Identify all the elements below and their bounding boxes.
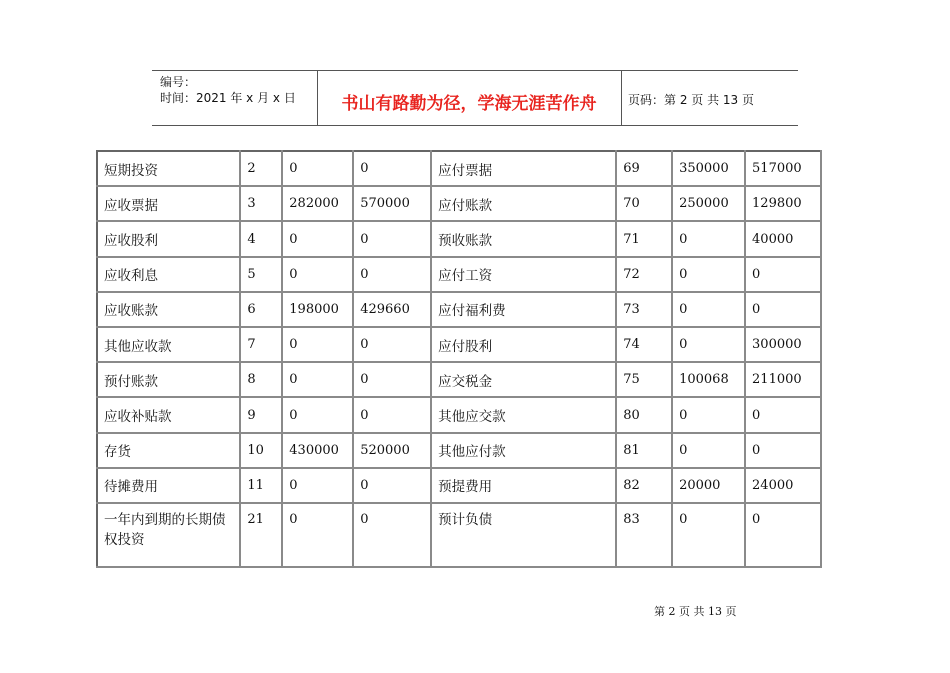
cell-asset-line-no: 6: [240, 292, 282, 327]
cell-liability-line-no: 72: [616, 257, 672, 292]
cell-liability-name: 应付账款: [431, 186, 616, 221]
table-row: [97, 362, 821, 397]
cell-asset-line-no: 3: [240, 186, 282, 221]
cell-liability-name: 其他应付款: [431, 433, 616, 468]
cell-asset-end: 0: [353, 257, 431, 292]
table-body: [97, 151, 821, 567]
cell-liability-end: 129800: [745, 186, 821, 221]
cell-asset-line-no: 2: [240, 151, 282, 186]
cell-asset-begin: 0: [282, 221, 353, 256]
header-bottom-rule: [152, 125, 798, 126]
cell-asset-line-no: 4: [240, 221, 282, 256]
cell-liability-end: 0: [745, 433, 821, 468]
table-row: [97, 327, 821, 362]
cell-liability-line-no: 74: [616, 327, 672, 362]
cell-asset-begin: 0: [282, 397, 353, 432]
cell-liability-begin: 250000: [672, 186, 745, 221]
cell-asset-name: 短期投资: [97, 151, 240, 186]
cell-asset-name: 预付账款: [97, 362, 240, 397]
header-motto: 书山有路勤为径，学海无涯苦作舟: [341, 94, 597, 114]
document-time: 时间：2021 年 x 月 x 日: [160, 91, 296, 105]
cell-liability-end: 0: [745, 257, 821, 292]
cell-asset-begin: 0: [282, 257, 353, 292]
cell-asset-name: 应收补贴款: [97, 397, 240, 432]
cell-asset-end: 0: [353, 397, 431, 432]
cell-liability-begin: 0: [672, 433, 745, 468]
cell-liability-line-no: 73: [616, 292, 672, 327]
cell-liability-name: 预提费用: [431, 468, 616, 503]
cell-liability-end: 0: [745, 503, 821, 567]
cell-liability-line-no: 83: [616, 503, 672, 567]
cell-asset-name: 应收利息: [97, 257, 240, 292]
cell-asset-line-no: 10: [240, 433, 282, 468]
cell-liability-line-no: 71: [616, 221, 672, 256]
cell-asset-line-no: 9: [240, 397, 282, 432]
cell-liability-name: 其他应交款: [431, 397, 616, 432]
cell-liability-name: 应付工资: [431, 257, 616, 292]
cell-asset-end: 0: [353, 151, 431, 186]
cell-liability-end: 300000: [745, 327, 821, 362]
cell-asset-begin: 0: [282, 503, 353, 567]
cell-liability-begin: 0: [672, 397, 745, 432]
cell-asset-line-no: 5: [240, 257, 282, 292]
table-row: [97, 503, 821, 567]
cell-asset-begin: 282000: [282, 186, 353, 221]
page-footer: 第 2 页 共 13 页: [654, 605, 737, 618]
cell-liability-begin: 0: [672, 327, 745, 362]
table-row: [97, 292, 821, 327]
cell-asset-line-no: 8: [240, 362, 282, 397]
cell-liability-end: 211000: [745, 362, 821, 397]
cell-asset-end: 0: [353, 503, 431, 567]
header-top-rule: [152, 70, 798, 71]
cell-liability-name: 应付股利: [431, 327, 616, 362]
cell-asset-begin: 0: [282, 151, 353, 186]
cell-liability-begin: 0: [672, 221, 745, 256]
cell-liability-name: 应付福利费: [431, 292, 616, 327]
cell-liability-line-no: 80: [616, 397, 672, 432]
table-row: [97, 397, 821, 432]
cell-asset-name: 一年内到期的长期债权投资: [97, 503, 240, 567]
cell-asset-end: 570000: [353, 186, 431, 221]
cell-asset-line-no: 21: [240, 503, 282, 567]
table-row: [97, 433, 821, 468]
cell-asset-end: 520000: [353, 433, 431, 468]
cell-asset-end: 429660: [353, 292, 431, 327]
cell-asset-line-no: 11: [240, 468, 282, 503]
table-row: [97, 468, 821, 503]
cell-asset-end: 0: [353, 221, 431, 256]
table-row: [97, 151, 821, 186]
header-page-info: 页码：第 2 页 共 13 页: [628, 93, 754, 107]
cell-asset-name: 应收股利: [97, 221, 240, 256]
cell-liability-name: 应交税金: [431, 362, 616, 397]
cell-asset-end: 0: [353, 362, 431, 397]
cell-liability-end: 0: [745, 292, 821, 327]
cell-asset-name: 应收票据: [97, 186, 240, 221]
cell-asset-begin: 0: [282, 362, 353, 397]
cell-liability-line-no: 69: [616, 151, 672, 186]
header-meta: [160, 74, 296, 106]
cell-liability-line-no: 70: [616, 186, 672, 221]
cell-asset-name: 其他应收款: [97, 327, 240, 362]
cell-liability-line-no: 81: [616, 433, 672, 468]
cell-asset-begin: 0: [282, 327, 353, 362]
table-row: [97, 186, 821, 221]
cell-liability-begin: 0: [672, 257, 745, 292]
cell-liability-begin: 350000: [672, 151, 745, 186]
cell-liability-end: 24000: [745, 468, 821, 503]
cell-liability-begin: 0: [672, 292, 745, 327]
header-divider-right: [621, 70, 622, 126]
table-row: [97, 221, 821, 256]
cell-liability-name: 应付票据: [431, 151, 616, 186]
document-number-label: 编号：: [160, 75, 197, 89]
cell-liability-end: 517000: [745, 151, 821, 186]
cell-liability-begin: 100068: [672, 362, 745, 397]
cell-asset-begin: 0: [282, 468, 353, 503]
cell-liability-line-no: 75: [616, 362, 672, 397]
cell-liability-end: 40000: [745, 221, 821, 256]
cell-liability-name: 预计负债: [431, 503, 616, 567]
cell-liability-line-no: 82: [616, 468, 672, 503]
cell-liability-begin: 0: [672, 503, 745, 567]
cell-asset-line-no: 7: [240, 327, 282, 362]
cell-asset-end: 0: [353, 327, 431, 362]
cell-asset-end: 0: [353, 468, 431, 503]
balance-table: [96, 150, 822, 568]
table-row: [97, 257, 821, 292]
cell-liability-end: 0: [745, 397, 821, 432]
cell-liability-begin: 20000: [672, 468, 745, 503]
cell-asset-name: 待摊费用: [97, 468, 240, 503]
cell-asset-name: 存货: [97, 433, 240, 468]
cell-asset-begin: 430000: [282, 433, 353, 468]
cell-asset-begin: 198000: [282, 292, 353, 327]
cell-liability-name: 预收账款: [431, 221, 616, 256]
cell-asset-name: 应收账款: [97, 292, 240, 327]
